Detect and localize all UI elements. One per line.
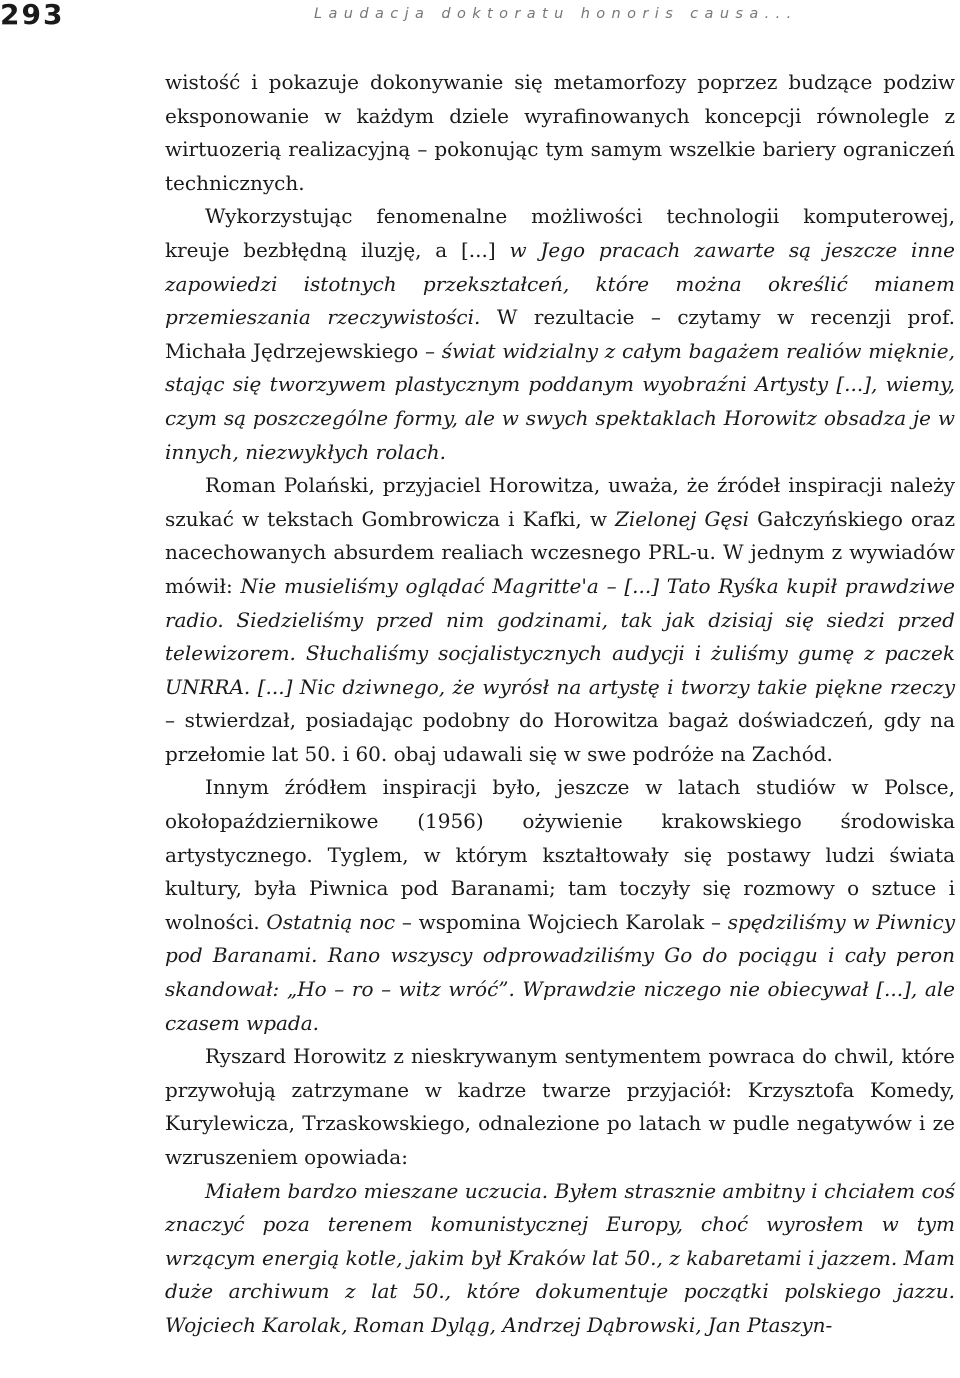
paragraph: [165, 66, 955, 200]
text-segment: Ryszard Horowitz z nieskrywanym sentymentem powraca do chwil, które przywołują zatrzymane w kadrze twarze przyjaciół: Krzysztofa Komedy, Kurylewicza, Trzaskowskiego, odnalezione po latach w pudle negatywów i ze wzruszeniem opowiada:: [165, 1044, 955, 1169]
text-segment: Gałczyńskiego oraz nacechowanych absurdem realiach wczesnego PRL-u. W jednym z wywiadów mówił:: [165, 506, 955, 598]
paragraph: [165, 469, 955, 771]
paragraph: [165, 771, 955, 1040]
italic-quote-segment: Nie musieliśmy oglądać Magritte'a – [...] Tato Ryśka kupił prawdziwe radio. Siedzieliśmy przed nim godzinami, tak jak dzisiaj się siedzi przed telewizorem. Słuchaliśmy socjalistycznych audycji i żuliśmy gumę z paczek UNRRA. [...] Nic dziwnego, że wyrósł na artystę i tworzy takie piękne rzeczy: [165, 573, 955, 699]
italic-quote-segment: w Jego pracach zawarte są jeszcze inne zapowiedzi istotnych przekształceń, które można określić mianem przemieszania rzeczywistości.: [165, 237, 955, 330]
italic-quote-segment: świat widzialny z całym bagażem realiów mięknie, stając się tworzywem plastycznym poddanym wyobraźni Artysty [...], wiemy, czym są poszczególne formy, ale w swych spektaklach Horowitz obsadza je w innych, niezwykłych rolach.: [165, 338, 955, 464]
page-number: 293: [0, 0, 65, 31]
running-title: Laudacja doktoratu honoris causa...: [314, 6, 798, 22]
text-segment: Innym źródłem inspiracji było, jeszcze w latach studiów w Polsce, okołopaździernikowe (1956) ożywienie krakowskiego środowiska artystycznego. Tyglem, w którym kształtowały się postawy ludzi świata kultury, była Piwnica pod Baranami; tam toczyły się rozmowy o sztuce i wolności.: [165, 775, 955, 934]
italic-quote-segment: Ostatnią noc: [266, 909, 396, 934]
text-segment: W rezultacie – czytamy w recenzji prof. Michała Jędrzejewskiego –: [165, 305, 956, 363]
text-segment: Wykorzystując fenomenalne możliwości technologii komputerowej, kreuje bezbłędną iluzję, a [...]: [165, 204, 955, 262]
text-segment: – stwierdzał, posiadając podobny do Horowitza bagaż doświadczeń, gdy na przełomie lat 50. i 60. obaj udawali się w swe podróże na Zachód.: [165, 708, 955, 766]
article-body: [165, 66, 955, 1343]
italic-quote-segment: Zielonej Gęsi: [615, 506, 750, 531]
text-segment: – wspomina Wojciech Karolak –: [395, 909, 728, 934]
italic-quote-segment: Miałem bardzo mieszane uczucia. Byłem strasznie ambitny i chciałem coś znaczyć poza terenem komunistycznej Europy, choć wyrosłem w tym wrzącym energią kotle, jakim był Kraków lat 50., z kabaretami i jazzem. Mam duże archiwum z lat 50., które dokumentuje początki polskiego jazzu. Wojciech Karolak, Roman Dyląg, Andrzej Dąbrowski, Jan Ptaszyn-: [165, 1178, 955, 1337]
paragraph: [165, 1175, 955, 1343]
paragraph: [165, 200, 955, 469]
paragraph: [165, 1040, 955, 1174]
text-segment: Roman Polański, przyjaciel Horowitza, uważa, że źródeł inspiracji należy szukać w tekstach Gombrowicza i Kafki, w: [165, 473, 955, 531]
text-segment: wistość i pokazuje dokonywanie się metamorfozy poprzez budzące podziw eksponowanie w każdym dziele wyrafinowanych koncepcji równolegle z wirtuozerią realizacyjną – pokonując tym samym wszelkie bariery ograniczeń technicznych.: [165, 70, 955, 195]
italic-quote-segment: spędziliśmy w Piwnicy pod Baranami. Rano wszyscy odprowadziliśmy Go do pociągu i cały peron skandował: „Ho – ro – witz wróć”. Wprawdzie niczego nie obiecywał [...], ale czasem wpada.: [165, 909, 956, 1035]
